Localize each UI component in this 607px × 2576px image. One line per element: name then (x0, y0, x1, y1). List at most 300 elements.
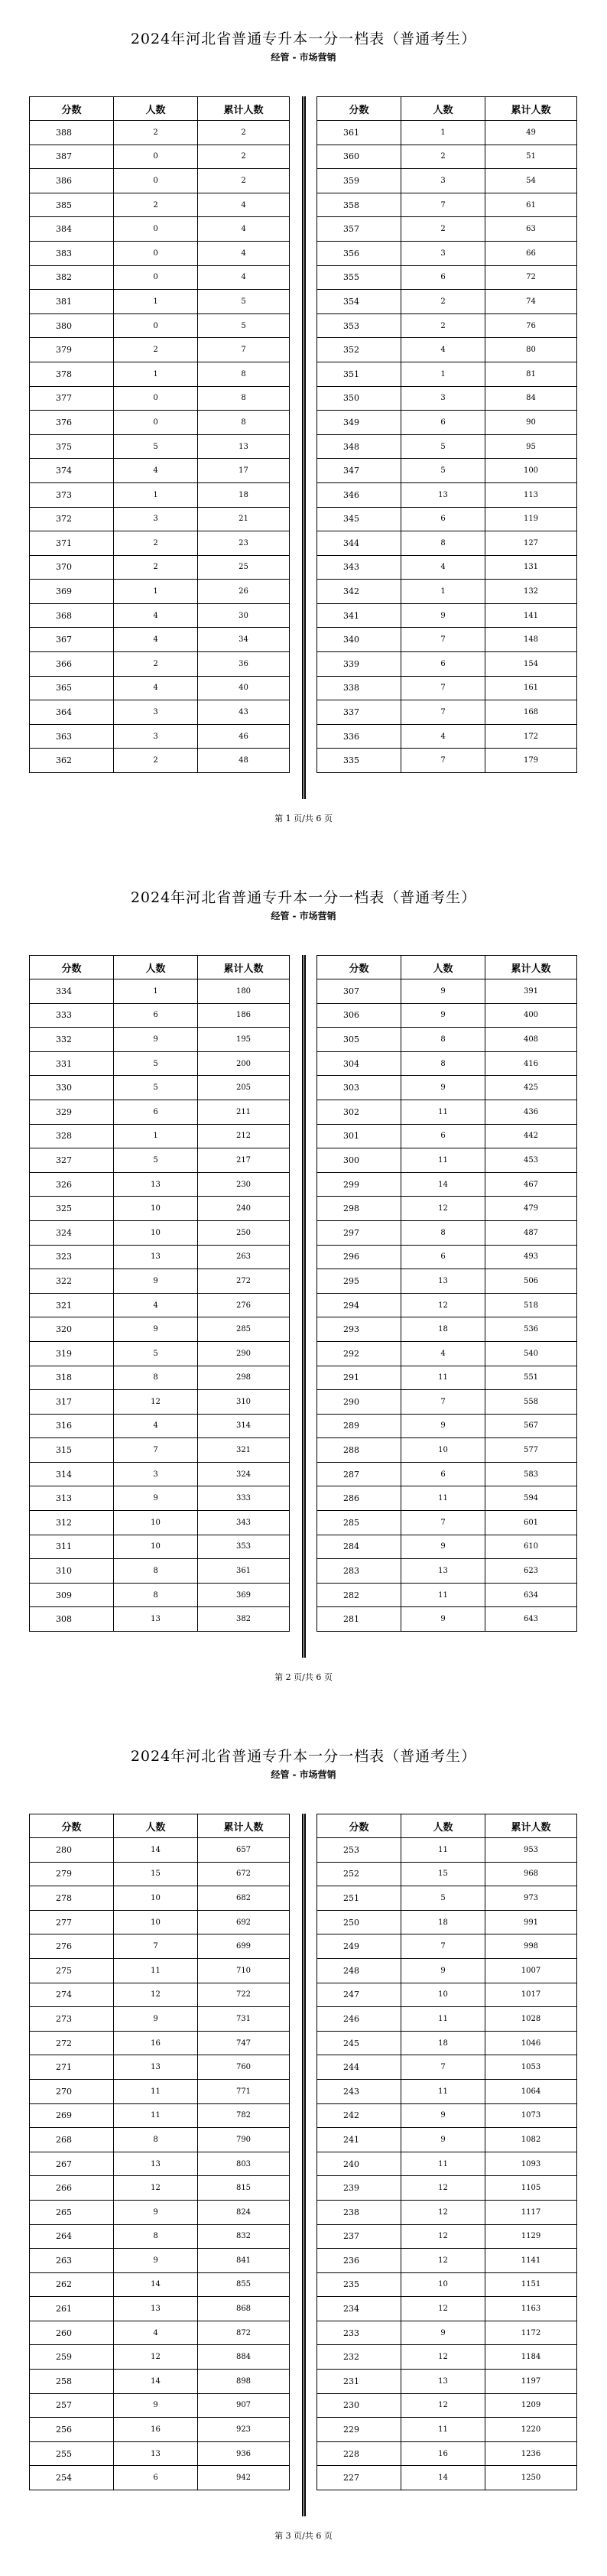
cumulative-cell: 1236 (485, 2441, 577, 2466)
count-cell: 5 (401, 434, 485, 459)
table-row (317, 1486, 577, 1511)
count-cell: 14 (114, 2370, 198, 2394)
score-cell: 354 (317, 290, 401, 314)
table-row (317, 1886, 577, 1911)
table-row (317, 1076, 577, 1100)
column-divider (302, 955, 306, 1658)
score-cell: 321 (30, 1293, 114, 1317)
count-cell: 4 (401, 338, 485, 362)
score-cell: 259 (30, 2345, 114, 2370)
count-cell: 5 (114, 434, 198, 459)
score-cell: 335 (317, 749, 401, 773)
cumulative-cell: 310 (198, 1390, 290, 1415)
count-cell: 18 (401, 1317, 485, 1342)
cumulative-cell: 1017 (485, 1983, 577, 2007)
score-cell: 376 (30, 411, 114, 435)
score-cell: 286 (317, 1486, 401, 1511)
cumulative-cell: 567 (485, 1414, 577, 1438)
score-cell: 249 (317, 1934, 401, 1959)
table-row (317, 2466, 577, 2490)
table-row (30, 2152, 290, 2176)
cumulative-cell: 13 (198, 434, 290, 459)
count-cell: 9 (401, 1076, 485, 1100)
table-row (317, 2418, 577, 2442)
cumulative-cell: 353 (198, 1535, 290, 1559)
count-cell: 9 (401, 603, 485, 628)
score-cell: 328 (30, 1124, 114, 1148)
score-cell: 248 (317, 1958, 401, 1983)
score-cell: 359 (317, 169, 401, 193)
table-row (30, 1414, 290, 1438)
cumulative-cell: 72 (485, 265, 577, 290)
count-cell: 3 (114, 1462, 198, 1486)
score-cell: 246 (317, 2007, 401, 2032)
score-table-right (316, 1814, 577, 2490)
cumulative-cell: 113 (485, 482, 577, 507)
count-cell: 3 (401, 241, 485, 265)
count-cell: 11 (401, 1100, 485, 1124)
count-cell: 1 (114, 482, 198, 507)
score-cell: 284 (317, 1535, 401, 1559)
header-cumulative: 累计人数 (485, 97, 577, 121)
cumulative-cell: 1184 (485, 2345, 577, 2370)
cumulative-cell: 382 (198, 1607, 290, 1632)
cumulative-cell: 634 (485, 1583, 577, 1607)
table-row (317, 1438, 577, 1463)
cumulative-cell: 832 (198, 2224, 290, 2249)
score-cell: 303 (317, 1076, 401, 1100)
score-cell: 378 (30, 362, 114, 386)
cumulative-cell: 815 (198, 2176, 290, 2201)
count-cell: 11 (401, 2152, 485, 2176)
score-cell: 228 (317, 2441, 401, 2466)
table-row (30, 241, 290, 265)
cumulative-cell: 1064 (485, 2079, 577, 2103)
count-cell: 6 (114, 1003, 198, 1028)
count-cell: 5 (114, 1076, 198, 1100)
cumulative-cell: 217 (198, 1148, 290, 1173)
table-row (30, 979, 290, 1004)
score-cell: 256 (30, 2418, 114, 2442)
table-row (30, 1051, 290, 1076)
table-row (30, 1245, 290, 1269)
cumulative-cell: 205 (198, 1076, 290, 1100)
score-cell: 324 (30, 1220, 114, 1245)
cumulative-cell: 54 (485, 169, 577, 193)
table-row (30, 1438, 290, 1463)
cumulative-cell: 36 (198, 652, 290, 677)
score-cell: 231 (317, 2370, 401, 2394)
score-cell: 381 (30, 290, 114, 314)
cumulative-cell: 1007 (485, 1958, 577, 1983)
cumulative-cell: 391 (485, 979, 577, 1004)
score-cell: 330 (30, 1076, 114, 1100)
score-cell: 267 (30, 2152, 114, 2176)
count-cell: 10 (114, 1220, 198, 1245)
table-row (317, 2128, 577, 2152)
score-cell: 387 (30, 145, 114, 169)
count-cell: 9 (114, 1028, 198, 1052)
count-cell: 9 (114, 1269, 198, 1294)
score-cell: 384 (30, 217, 114, 242)
count-cell: 11 (401, 2418, 485, 2442)
header-row (317, 956, 577, 979)
cumulative-cell: 518 (485, 1293, 577, 1317)
header-score: 分数 (30, 1814, 114, 1838)
cumulative-cell: 250 (198, 1220, 290, 1245)
table-row (30, 1862, 290, 1886)
count-cell: 10 (401, 2272, 485, 2297)
score-cell: 385 (30, 193, 114, 217)
count-cell: 0 (114, 241, 198, 265)
count-cell: 0 (114, 169, 198, 193)
cumulative-cell: 34 (198, 628, 290, 652)
cumulative-cell: 119 (485, 507, 577, 531)
cumulative-cell: 100 (485, 459, 577, 483)
cumulative-cell: 973 (485, 1886, 577, 1911)
table-row (317, 1172, 577, 1197)
count-cell: 7 (401, 749, 485, 773)
count-cell: 14 (401, 2466, 485, 2490)
table-row (30, 2466, 290, 2490)
table-row (317, 1197, 577, 1221)
score-cell: 311 (30, 1535, 114, 1559)
table-row (30, 676, 290, 700)
table-row (30, 1341, 290, 1366)
score-cell: 234 (317, 2297, 401, 2321)
score-cell: 297 (317, 1220, 401, 1245)
table-row (317, 362, 577, 386)
table-row (317, 1366, 577, 1390)
table-row (317, 265, 577, 290)
score-cell: 258 (30, 2370, 114, 2394)
count-cell: 1 (114, 1124, 198, 1148)
score-cell: 327 (30, 1148, 114, 1173)
cumulative-cell: 1028 (485, 2007, 577, 2032)
count-cell: 3 (114, 724, 198, 749)
cumulative-cell: 40 (198, 676, 290, 700)
score-cell: 316 (30, 1414, 114, 1438)
score-cell: 363 (30, 724, 114, 749)
score-cell: 235 (317, 2272, 401, 2297)
cumulative-cell: 1053 (485, 2055, 577, 2080)
count-cell: 13 (401, 1269, 485, 1294)
count-cell: 6 (401, 652, 485, 677)
count-cell: 16 (401, 2441, 485, 2466)
count-cell: 13 (401, 482, 485, 507)
cumulative-cell: 154 (485, 652, 577, 677)
table-row (30, 749, 290, 773)
table-row (30, 265, 290, 290)
cumulative-cell: 610 (485, 1535, 577, 1559)
table-row (30, 434, 290, 459)
page-title: 2024年河北省普通专升本一分一档表（普通考生） (130, 1748, 477, 1765)
cumulative-cell: 30 (198, 603, 290, 628)
table-row (317, 169, 577, 193)
table-row (317, 2200, 577, 2224)
count-cell: 6 (114, 1100, 198, 1124)
cumulative-cell: 855 (198, 2272, 290, 2297)
score-cell: 380 (30, 313, 114, 338)
score-cell: 362 (30, 749, 114, 773)
table-row (30, 628, 290, 652)
count-cell: 10 (114, 1197, 198, 1221)
header-score: 分数 (317, 97, 401, 121)
table-row (317, 555, 577, 580)
count-cell: 6 (401, 411, 485, 435)
score-cell: 325 (30, 1197, 114, 1221)
count-cell: 4 (401, 1341, 485, 1366)
score-cell: 301 (317, 1124, 401, 1148)
cumulative-cell: 51 (485, 145, 577, 169)
cumulative-cell: 172 (485, 724, 577, 749)
count-cell: 9 (114, 1317, 198, 1342)
count-cell: 11 (401, 2007, 485, 2032)
cumulative-cell: 657 (198, 1838, 290, 1863)
count-cell: 2 (401, 290, 485, 314)
table-row (30, 2321, 290, 2345)
score-cell: 336 (317, 724, 401, 749)
count-cell: 0 (114, 313, 198, 338)
count-cell: 2 (401, 313, 485, 338)
page-footer: 第 3 页/共 6 页 (274, 2531, 333, 2541)
table-row (30, 2345, 290, 2370)
cumulative-cell: 290 (198, 1341, 290, 1366)
score-cell: 388 (30, 121, 114, 145)
table-row (317, 434, 577, 459)
table-row (30, 169, 290, 193)
score-table-left (29, 955, 290, 1632)
header-row (317, 97, 577, 121)
cumulative-cell: 17 (198, 459, 290, 483)
count-cell: 12 (401, 2393, 485, 2418)
table-row (30, 2418, 290, 2442)
table-row (30, 1366, 290, 1390)
score-cell: 345 (317, 507, 401, 531)
table-row (30, 2249, 290, 2273)
table-row (30, 2176, 290, 2201)
table-row (30, 217, 290, 242)
cumulative-cell: 80 (485, 338, 577, 362)
table-row (317, 652, 577, 677)
score-cell: 274 (30, 1983, 114, 2007)
score-cell: 275 (30, 1958, 114, 1983)
count-cell: 1 (114, 580, 198, 604)
score-cell: 332 (30, 1028, 114, 1052)
score-cell: 329 (30, 1100, 114, 1124)
count-cell: 9 (401, 1414, 485, 1438)
cumulative-cell: 61 (485, 193, 577, 217)
count-cell: 13 (114, 1172, 198, 1197)
count-cell: 9 (114, 2007, 198, 2032)
cumulative-cell: 868 (198, 2297, 290, 2321)
cumulative-cell: 179 (485, 749, 577, 773)
table-row (317, 2007, 577, 2032)
cumulative-cell: 127 (485, 531, 577, 556)
score-cell: 333 (30, 1003, 114, 1028)
score-cell: 230 (317, 2393, 401, 2418)
header-count: 人数 (114, 1814, 198, 1838)
page-footer: 第 1 页/共 6 页 (274, 814, 333, 823)
score-cell: 237 (317, 2224, 401, 2249)
count-cell: 14 (114, 2272, 198, 2297)
cumulative-cell: 74 (485, 290, 577, 314)
score-cell: 357 (317, 217, 401, 242)
cumulative-cell: 7 (198, 338, 290, 362)
score-cell: 266 (30, 2176, 114, 2201)
cumulative-cell: 180 (198, 979, 290, 1004)
cumulative-cell: 907 (198, 2393, 290, 2418)
cumulative-cell: 321 (198, 1438, 290, 1463)
header-cumulative: 累计人数 (198, 956, 290, 979)
table-row (317, 2345, 577, 2370)
page-subtitle: 经管 - 市场营销 (271, 911, 336, 921)
table-row (317, 1934, 577, 1959)
table-row (317, 1148, 577, 1173)
cumulative-cell: 63 (485, 217, 577, 242)
cumulative-cell: 1141 (485, 2249, 577, 2273)
score-cell: 295 (317, 1269, 401, 1294)
score-cell: 349 (317, 411, 401, 435)
header-row (30, 1814, 290, 1838)
count-cell: 11 (114, 1958, 198, 1983)
cumulative-cell: 263 (198, 1245, 290, 1269)
cumulative-cell: 643 (485, 1607, 577, 1632)
cumulative-cell: 1250 (485, 2466, 577, 2490)
table-row (317, 217, 577, 242)
table-row (30, 1293, 290, 1317)
table-row (317, 193, 577, 217)
score-cell: 277 (30, 1910, 114, 1934)
table-row (30, 1486, 290, 1511)
table-row (30, 2393, 290, 2418)
score-cell: 337 (317, 700, 401, 725)
table-row (30, 1028, 290, 1052)
score-cell: 268 (30, 2128, 114, 2152)
cumulative-cell: 1093 (485, 2152, 577, 2176)
cumulative-cell: 84 (485, 386, 577, 411)
score-cell: 262 (30, 2272, 114, 2297)
cumulative-cell: 1151 (485, 2272, 577, 2297)
cumulative-cell: 936 (198, 2441, 290, 2466)
score-cell: 271 (30, 2055, 114, 2080)
count-cell: 9 (401, 2321, 485, 2345)
count-cell: 7 (401, 676, 485, 700)
cumulative-cell: 141 (485, 603, 577, 628)
cumulative-cell: 186 (198, 1003, 290, 1028)
cumulative-cell: 230 (198, 1172, 290, 1197)
score-cell: 282 (317, 1583, 401, 1607)
score-cell: 292 (317, 1341, 401, 1366)
column-divider (302, 1814, 306, 2516)
score-cell: 255 (30, 2441, 114, 2466)
page (0, 859, 607, 1717)
cumulative-cell: 487 (485, 1220, 577, 1245)
count-cell: 7 (401, 1511, 485, 1535)
score-cell: 263 (30, 2249, 114, 2273)
score-cell: 343 (317, 555, 401, 580)
score-cell: 383 (30, 241, 114, 265)
cumulative-cell: 8 (198, 411, 290, 435)
score-cell: 264 (30, 2224, 114, 2249)
score-cell: 352 (317, 338, 401, 362)
table-row (30, 145, 290, 169)
cumulative-cell: 23 (198, 531, 290, 556)
cumulative-cell: 1220 (485, 2418, 577, 2442)
table-row (317, 1390, 577, 1415)
table-row (30, 459, 290, 483)
table-row (317, 1245, 577, 1269)
cumulative-cell: 5 (198, 313, 290, 338)
cumulative-cell: 923 (198, 2418, 290, 2442)
header-count: 人数 (114, 956, 198, 979)
count-cell: 1 (114, 979, 198, 1004)
cumulative-cell: 2 (198, 145, 290, 169)
header-cumulative: 累计人数 (198, 1814, 290, 1838)
cumulative-cell: 1129 (485, 2224, 577, 2249)
score-cell: 288 (317, 1438, 401, 1463)
table-row (30, 507, 290, 531)
cumulative-cell: 760 (198, 2055, 290, 2080)
table-row (317, 2297, 577, 2321)
count-cell: 11 (401, 1486, 485, 1511)
table-row (317, 700, 577, 725)
score-cell: 373 (30, 482, 114, 507)
score-cell: 360 (317, 145, 401, 169)
count-cell: 8 (114, 1583, 198, 1607)
table-row (30, 1317, 290, 1342)
score-cell: 364 (30, 700, 114, 725)
score-cell: 351 (317, 362, 401, 386)
count-cell: 4 (114, 1414, 198, 1438)
cumulative-cell: 314 (198, 1414, 290, 1438)
count-cell: 1 (114, 362, 198, 386)
table-row (30, 411, 290, 435)
table-row (30, 1886, 290, 1911)
count-cell: 14 (401, 1172, 485, 1197)
score-cell: 272 (30, 2031, 114, 2055)
count-cell: 2 (114, 555, 198, 580)
score-cell: 369 (30, 580, 114, 604)
cumulative-cell: 771 (198, 2079, 290, 2103)
cumulative-cell: 479 (485, 1197, 577, 1221)
table-row (30, 1983, 290, 2007)
score-table-right (316, 96, 577, 773)
table-row (30, 1124, 290, 1148)
cumulative-cell: 467 (485, 1172, 577, 1197)
count-cell: 6 (401, 1245, 485, 1269)
score-cell: 310 (30, 1559, 114, 1584)
score-cell: 348 (317, 434, 401, 459)
table-row (30, 1003, 290, 1028)
table-row (30, 2200, 290, 2224)
count-cell: 7 (401, 193, 485, 217)
count-cell: 11 (114, 2103, 198, 2128)
cumulative-cell: 1209 (485, 2393, 577, 2418)
table-row (30, 1269, 290, 1294)
cumulative-cell: 200 (198, 1051, 290, 1076)
cumulative-cell: 25 (198, 555, 290, 580)
table-row (30, 386, 290, 411)
count-cell: 2 (114, 652, 198, 677)
count-cell: 9 (114, 2200, 198, 2224)
cumulative-cell: 506 (485, 1269, 577, 1294)
count-cell: 7 (401, 700, 485, 725)
cumulative-cell: 747 (198, 2031, 290, 2055)
page-subtitle: 经管 - 市场营销 (271, 1769, 336, 1780)
table-row (30, 1838, 290, 1863)
table-row (317, 482, 577, 507)
